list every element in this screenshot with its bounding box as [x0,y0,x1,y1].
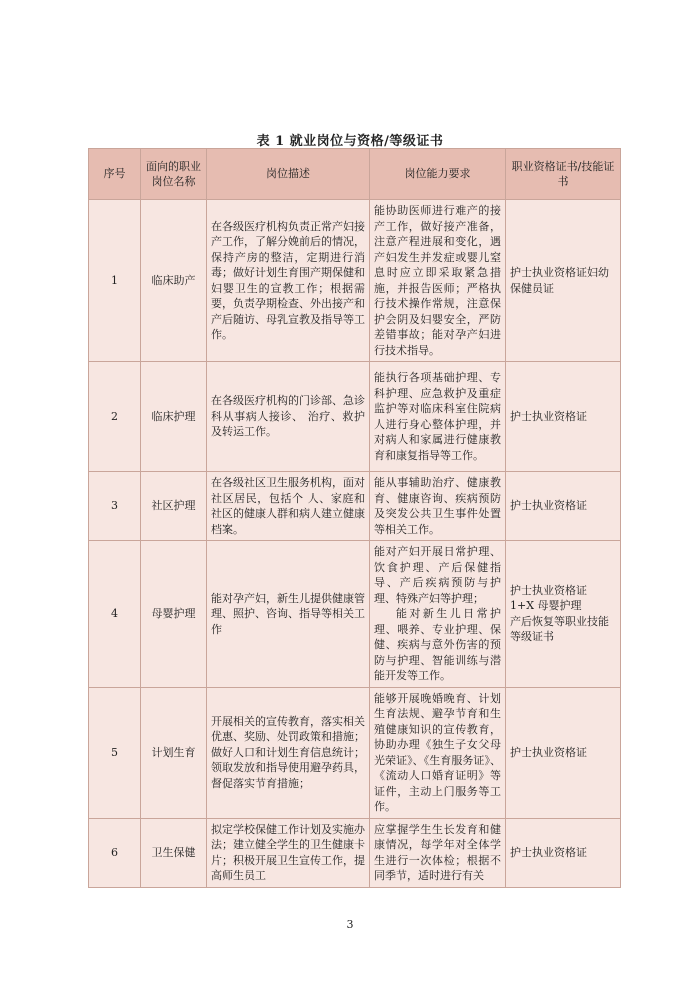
header-post-description: 岗位描述 [207,149,370,200]
row-requirements: 能协助医师进行难产的接产工作，做好接产准备，注意产程进展和变化，遇产妇发生并发症或婴儿窒息时应立即采取紧急措施，并报告医师；严格执行技术操作常规，注意保护会阴及妇婴安全，严防差错事故；能对孕产妇进行技术指导。 [370,200,506,362]
row-post-name: 卫生保健 [141,818,207,887]
row-requirements [370,541,506,688]
row-requirements: 应掌握学生生长发育和健康情况，每学年对全体学生进行一次体检；根据不同季节，适时进行有关 [370,818,506,887]
row-description: 在各级医疗机构的门诊部、急诊科从事病人接诊、 治疗、救护及转运工作。 [207,362,370,472]
certificate-line: 产后恢复等职业技能等级证书 [510,614,609,644]
row-num: 4 [89,541,141,688]
row-description: 开展相关的宣传教育，落实相关优惠、奖励、处罚政策和措施；做好人口和计划生育信息统计；领取发放和指导使用避孕药具，督促落实节育措施； [207,687,370,818]
row-certificate: 护士执业资格证妇幼保健员证 [506,200,621,362]
row-description: 在各级社区卫生服务机构，面对社区居民，包括个 人、家庭和社区的健康人群和病人建立健康档案。 [207,472,370,541]
row-certificate: 护士执业资格证 [506,362,621,472]
row-post-name: 计划生育 [141,687,207,818]
row-certificate: 护士执业资格证 [506,818,621,887]
row-post-name: 母婴护理 [141,541,207,688]
row-num: 6 [89,818,141,887]
page-number: 3 [346,918,354,931]
row-certificate: 护士执业资格证 [506,687,621,818]
row-num: 1 [89,200,141,362]
row-description: 在各级医疗机构负责正常产妇接产工作，了解分娩前后的情况，保持产房的整洁，定期进行消毒；做好计划生育围产期保健和妇婴卫生的宣教工作；根据需要，负责孕期检查、外出接产和产后随访、母乳宣教及指导等工作。 [207,200,370,362]
employment-certificate-table [88,148,621,888]
row-certificate: 护士执业资格证 [506,472,621,541]
table-row [89,472,621,541]
row-num: 5 [89,687,141,818]
row-certificate [506,541,621,688]
certificate-line: 1+X 母婴护理 [510,599,582,613]
row-post-name: 临床助产 [141,200,207,362]
table-caption: 表 1 就业岗位与资格/等级证书 [256,134,444,149]
certificate-line: 护士执业资格证 [510,583,587,597]
table-row [89,818,621,887]
table-row [89,541,621,688]
row-post-name: 临床护理 [141,362,207,472]
table-row [89,362,621,472]
header-num: 序号 [89,149,141,200]
header-certificates: 职业资格证书/技能证书 [506,149,621,200]
row-description: 拟定学校保健工作计划及实施办法；建立健全学生的卫生健康卡片；积极开展卫生宣传工作，提高师生员工 [207,818,370,887]
table-header-row [89,149,621,200]
row-description: 能对孕产妇，新生儿提供健康管理、照护、咨询、指导等相关工作 [207,541,370,688]
requirement-maternal: 能对产妇开展日常护理、饮食护理、产后保健指导、产后疾病预防与护理、特殊产妇等护理； [374,545,501,605]
row-post-name: 社区护理 [141,472,207,541]
row-requirements: 能够开展晚婚晚育、计划生育法规、避孕节育和生殖健康知识的宣传教育，协助办理《独生子女父母光荣证》、《生育服务证》、《流动人口婚育证明》等证件，主动上门服务等工作。 [370,687,506,818]
table-row [89,687,621,818]
header-post-name: 面向的职业岗位名称 [141,149,207,200]
table-row [89,200,621,362]
row-num: 2 [89,362,141,472]
header-ability-requirements: 岗位能力要求 [370,149,506,200]
requirement-newborn: 能对新生儿日常护理、喂养、专业护理、保健、疾病与意外伤害的预防与护理、智能训练与潜能开发等工作。 [374,607,501,682]
row-num: 3 [89,472,141,541]
row-requirements: 能执行各项基础护理、专科护理、应急救护及重症监护等对临床科室住院病人进行身心整体护理，并对病人和家属进行健康教育和康复指导等工作。 [370,362,506,472]
row-requirements: 能从事辅助治疗、健康教育、健康咨询、疾病预防及突发公共卫生事件处置等相关工作。 [370,472,506,541]
